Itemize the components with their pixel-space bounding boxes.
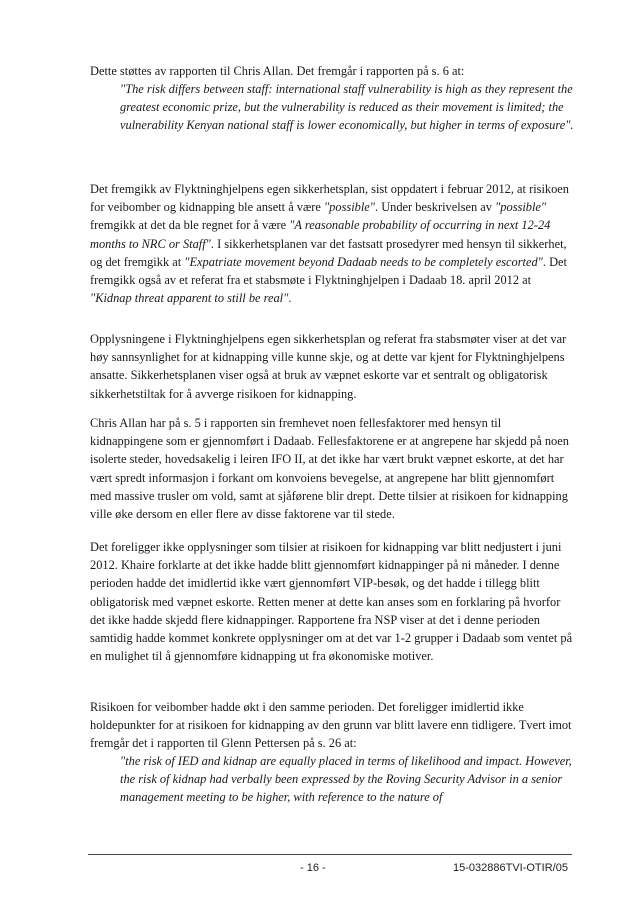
paragraph-common-factors: Chris Allan har på s. 5 i rapporten sin fremhevet noen fellesfaktorer med hensyn til kidnappingene som er gjennomført i Dadaab. Fellesfaktorene er at angrepene har skjedd på noen isolerte steder, hovedsakelig i leiren IFO II, at det ikke har vært brukt væpnet eskorte, at det har vært spredt informasjon i forkant om konvoiens bevegelse, at angrepene har blitt gjennomført med massive trusler om vold, samt at sjåførene blir drept. Dette tilsier at risikoen for kidnapping ville øke dersom en eller flere av disse faktorene var til stede. [90, 416, 569, 522]
text-segment: Det fremgikk av Flyktninghjelpens egen sikkerhetsplan, sist oppdatert i februar 2012, at risikoen for veibomber og kidnapping ble ansett å være [90, 182, 569, 215]
paragraph-intro-allan: Dette støttes av rapporten til Chris Allan. Det fremgår i rapporten på s. 6 at: [90, 64, 465, 78]
quoted-term: "possible" [495, 200, 547, 215]
text-segment: fremgikk at det da ble regnet for å være [90, 218, 290, 233]
case-reference: 15-032886TVI-OTIR/05 [453, 862, 568, 874]
quote-allan: "The risk differs between staff: international staff vulnerability is high as they represent the greatest economic prize, but the vulnerability is reduced as their movement is limited; the vulnerability Kenyan national staff is lower economically, but higher in terms of exposure". [120, 82, 574, 133]
text-segment: . Under beskrivelsen av [375, 200, 496, 215]
text-segment: . Det fremgikk også av et referat fra et stabsmøte i Flyktninghjelpen i Dadaab 18. april 2012 at [90, 254, 567, 288]
quote-pettersen: "the risk of IED and kidnap are equally placed in terms of likelihood and impact. However, the risk of kidnap had verbally been expressed by the Roving Security Advisor in a senior management meeting to be higher, with reference to the nature of [120, 754, 572, 805]
quoted-phrase: "Expatriate movement beyond Dadaab needs to be completely escorted" [184, 254, 543, 269]
paragraph-security-plan [90, 180, 575, 307]
footer-divider [88, 854, 572, 855]
quoted-phrase: "A reasonable probability of occurring in next 12-24 months to NRC or Staff" [90, 218, 551, 251]
paragraph-risk-june: Det foreligger ikke opplysninger som tilsier at risikoen for kidnapping var blitt nedjustert i juni 2012. Khaire forklarte at det ikke hadde blitt gjennomført kidnappinger på ni måneder. I denne perioden hadde det imidlertid ikke vært gjennomført VIP-besøk, og det hadde i tillegg blitt obligatorisk med væpnet eskorte. Retten mener at dette kan anses som en forklaring på hvorfor det ikke hadde skjedd flere kidnappinger. Rapportene fra NSP viser at det i denne perioden samtidig hadde kommet konkrete opplysninger om at det var 1-2 grupper i Dadaab som ventet på en mulighet til å gjennomføre kidnapping ut fra økonomiske motiver. [90, 540, 573, 664]
text-segment: . [288, 291, 292, 306]
paragraph-roadside-bombs: Risikoen for veibomber hadde økt i den samme perioden. Det foreligger imidlertid ikke holdepunkter for at risikoen for kidnapping av den grunn var blitt lavere enn tidligere. Tvert imot fremgår det i rapporten til Glenn Pettersen på s. 26 at: [90, 700, 572, 751]
quoted-term: "possible" [323, 200, 376, 215]
page-number: - 16 - [300, 862, 326, 874]
quoted-phrase: "Kidnap threat apparent to still be real" [90, 291, 289, 306]
text-segment: . I sikkerhetsplanen var det fastsatt prosedyrer med hensyn til sikkerhet, og det fremgikk at [90, 236, 567, 269]
paragraph-conclusion-plan: Opplysningene i Flyktninghjelpens egen sikkerhetsplan og referat fra stabsmøter viser at det var høy sannsynlighet for at kidnapping ville kunne skje, og at dette var kjent for Flyktninghjelpens ansatte. Sikkerhetsplanen viser også at bruk av væpnet eskorte var et sentralt og obligatorisk sikkerhetstiltak for å avverge risikoen for kidnapping. [90, 332, 567, 401]
